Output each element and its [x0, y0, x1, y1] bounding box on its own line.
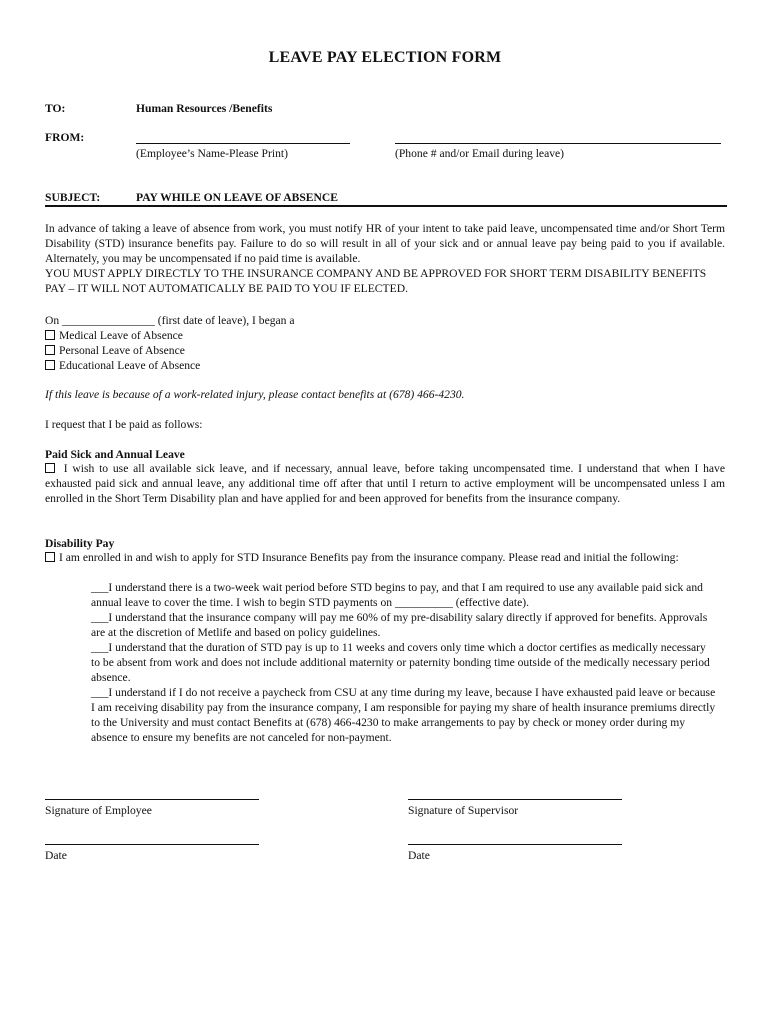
supervisor-date-field[interactable] [408, 844, 622, 845]
subject-divider [45, 205, 727, 207]
leave-start-line: On ________________ (first date of leave), I began a [45, 314, 295, 327]
checkbox-icon[interactable] [45, 345, 55, 355]
subject-label: SUBJECT: [45, 191, 101, 204]
disability-item: ___I understand that the duration of STD pay is up to 11 weeks and covers only time which a doctor certifies as medically necessary to be absent from work and does not include additional maternity or paternity bonding time outside of the medically necessary period absence. [91, 641, 710, 684]
contact-field[interactable] [395, 143, 721, 144]
leave-type-educational[interactable]: Educational Leave of Absence [45, 358, 200, 373]
leave-type-personal[interactable]: Personal Leave of Absence [45, 343, 185, 358]
employee-name-field[interactable] [136, 143, 350, 144]
supervisor-date-label: Date [408, 849, 430, 862]
checkbox-icon[interactable] [45, 360, 55, 370]
injury-note: If this leave is because of a work-related injury, please contact benefits at (678) 466-4230. [45, 388, 465, 401]
employee-date-field[interactable] [45, 844, 259, 845]
subject-value: PAY WHILE ON LEAVE OF ABSENCE [136, 191, 338, 204]
disability-heading: Disability Pay [45, 537, 115, 550]
sick-leave-heading: Paid Sick and Annual Leave [45, 448, 185, 461]
disability-item: ___I understand there is a two-week wait period before STD begins to pay, and that I am required to use any available paid sick and annual leave to cover the time. I wish to begin STD payments on __________ (effective date). [91, 581, 703, 609]
checkbox-icon[interactable] [45, 330, 55, 340]
supervisor-signature-label: Signature of Supervisor [408, 804, 519, 817]
form-title: LEAVE PAY ELECTION FORM [268, 49, 502, 66]
to-value: Human Resources /Benefits [136, 102, 273, 115]
employee-date-label: Date [45, 849, 67, 862]
employee-signature-field[interactable] [45, 799, 259, 800]
to-label: TO: [45, 102, 66, 115]
employee-name-caption: (Employee’s Name-Please Print) [136, 147, 288, 160]
leave-type-medical[interactable]: Medical Leave of Absence [45, 328, 183, 343]
sick-leave-paragraph: I wish to use all available sick leave, and if necessary, annual leave, before taking uncompensated time. I understand that when I have exhausted paid sick and annual leave, any additional time off after that until I return to active employment will be uncompensated unless I am enrolled in the Short Term Disability plan and have applied for and been approved for benefits from the insurance company. [45, 462, 725, 505]
contact-caption: (Phone # and/or Email during leave) [395, 147, 565, 160]
supervisor-signature-field[interactable] [408, 799, 622, 800]
checkbox-icon[interactable] [45, 463, 55, 473]
disability-item: ___I understand that the insurance company will pay me 60% of my pre-disability salary directly if approved for benefits. Approvals are at the discretion of Metlife and based on policy guidelines. [91, 611, 708, 639]
checkbox-icon[interactable] [45, 552, 55, 562]
disability-item: ___I understand if I do not receive a paycheck from CSU at any time during my leave, because I have exhausted paid leave or because I am receiving disability pay from the insurance company, I am responsible for paying my share of health insurance premiums directly to the University and must contact Benefits at (678) 466-4230 to make arrangements to pay by check or money order during my absence to ensure my benefits are not canceled for non-payment. [91, 686, 716, 744]
disability-paragraph: I am enrolled in and wish to apply for STD Insurance Benefits pay from the insurance company. Please read and initial the following: [45, 550, 725, 565]
from-label: FROM: [45, 131, 85, 144]
request-line: I request that I be paid as follows: [45, 418, 203, 431]
intro-paragraph [45, 221, 725, 296]
employee-signature-label: Signature of Employee [45, 804, 152, 817]
intro-text: In advance of taking a leave of absence from work, you must notify HR of your intent to take paid leave, uncompensated time and/or Short Term Disability (STD) insurance benefits pay. Failure to do so will result in all of your sick and or annual leave pay being paid to you if available. Alternately, you may be uncompensated if no paid time is available. [45, 222, 725, 265]
intro-warning: YOU MUST APPLY DIRECTLY TO THE INSURANCE COMPANY AND BE APPROVED FOR SHORT TERM DISABILITY BENEFITS PAY – IT WILL NOT AUTOMATICALLY BE PAID TO YOU IF ELECTED. [45, 267, 707, 295]
